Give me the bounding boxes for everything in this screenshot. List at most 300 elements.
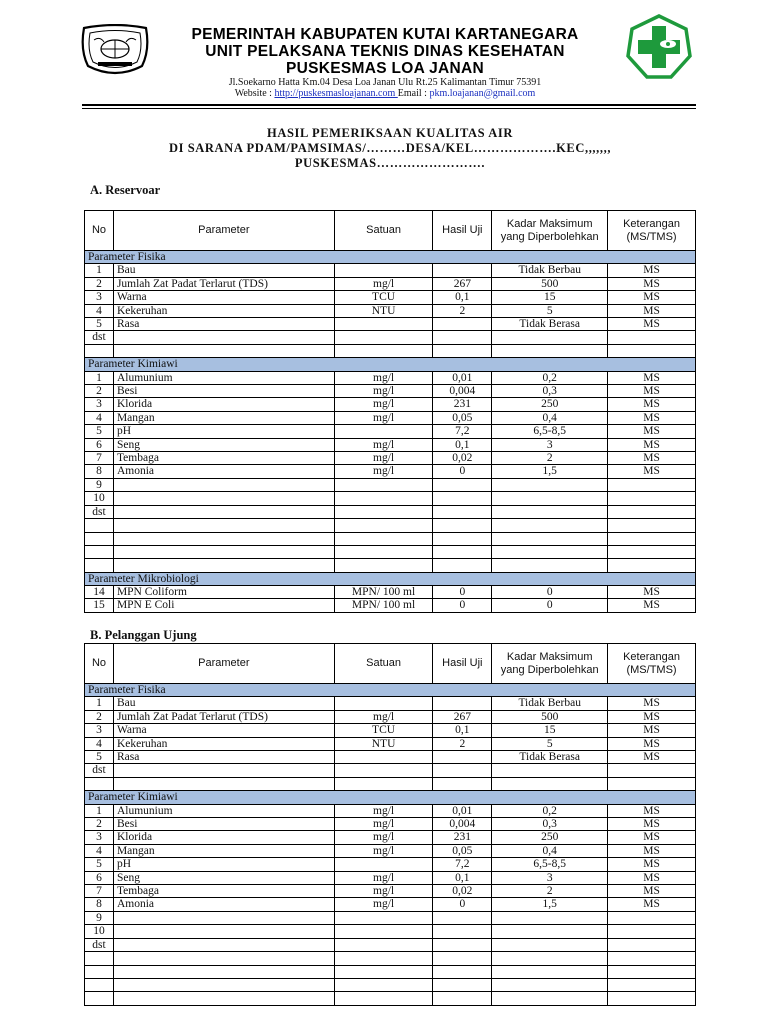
table-row [85,505,696,518]
cell-no: 8 [85,898,114,911]
table-row [85,599,696,612]
cell-keterangan [608,992,696,1005]
table-row [85,818,696,831]
cell-satuan [334,858,433,871]
cell-keterangan: MS [608,885,696,898]
table-row [85,318,696,331]
cell-hasil: 0,1 [433,871,492,884]
table-row [85,519,696,532]
cell-no: 1 [85,371,114,384]
table-row [85,710,696,723]
table-row [85,411,696,424]
cell-keterangan: MS [608,291,696,304]
table-row [85,992,696,1005]
table-row [85,398,696,411]
table-row [85,764,696,777]
cell-satuan: MPN/ 100 ml [334,586,433,599]
cell-hasil: 0,01 [433,804,492,817]
cell-satuan [334,519,433,532]
cell-hasil [433,519,492,532]
cell-kadar: 500 [492,710,608,723]
cell-parameter: Mangan [113,411,334,424]
cell-hasil: 231 [433,831,492,844]
cell-satuan [334,992,433,1005]
cell-satuan [334,559,433,572]
cell-satuan: NTU [334,304,433,317]
cell-hasil: 0 [433,599,492,612]
cell-keterangan: MS [608,858,696,871]
cell-hasil: 0,05 [433,411,492,424]
cell-no: 4 [85,411,114,424]
cell-parameter: Rasa [113,751,334,764]
cell-no: 7 [85,452,114,465]
cell-hasil: 0 [433,586,492,599]
parameter-group-label: Parameter Fisika [85,684,696,697]
cell-parameter: Kekeruhan [113,304,334,317]
cell-hasil [433,911,492,924]
cell-no: 5 [85,858,114,871]
table-row [85,858,696,871]
cell-satuan: mg/l [334,831,433,844]
cell-hasil [433,697,492,710]
parameter-group-row [85,358,696,371]
cell-kadar [492,764,608,777]
cell-keterangan: MS [608,737,696,750]
cell-keterangan: MS [608,831,696,844]
cell-satuan: mg/l [334,277,433,290]
cell-keterangan: MS [608,264,696,277]
cell-parameter: MPN Coliform [113,586,334,599]
table-row [85,804,696,817]
cell-hasil: 231 [433,398,492,411]
table-row [85,331,696,344]
cell-satuan: mg/l [334,465,433,478]
parameter-group-label: Parameter Kimiawi [85,791,696,804]
cell-kadar: 5 [492,304,608,317]
cell-parameter [113,505,334,518]
cell-keterangan: MS [608,818,696,831]
cell-keterangan [608,952,696,965]
cell-satuan [334,545,433,558]
cell-satuan: mg/l [334,452,433,465]
table-row [85,452,696,465]
cell-parameter: Warna [113,291,334,304]
cell-keterangan [608,925,696,938]
cell-kadar: 2 [492,452,608,465]
cell-keterangan: MS [608,724,696,737]
cell-satuan [334,764,433,777]
doc-title-puskesmas: PUSKESMAS……………………. [294,156,486,170]
cell-parameter: Amonia [113,465,334,478]
table-row [85,871,696,884]
cell-parameter: Besi [113,818,334,831]
cell-hasil [433,925,492,938]
table-row [85,938,696,951]
cell-no: 3 [85,724,114,737]
cell-parameter [113,519,334,532]
cell-no: 4 [85,737,114,750]
table-row [85,697,696,710]
cell-parameter: Besi [113,385,334,398]
cell-kadar: 250 [492,831,608,844]
cell-satuan: mg/l [334,710,433,723]
table-row [85,264,696,277]
table-row [85,304,696,317]
column-header-ket: Keterangan (MS/TMS) [608,211,696,251]
table-row [85,978,696,991]
cell-parameter [113,344,334,357]
cell-keterangan: MS [608,710,696,723]
cell-parameter [113,478,334,491]
cell-satuan: mg/l [334,398,433,411]
cell-no [85,545,114,558]
cell-kadar [492,965,608,978]
cell-kadar [492,952,608,965]
letterhead [0,0,768,110]
cell-satuan [334,965,433,978]
cell-kadar [492,545,608,558]
cell-hasil: 267 [433,277,492,290]
cell-no: 1 [85,804,114,817]
parameter-group-row [85,684,696,697]
doc-title: HASIL PEMERIKSAAN KUALITAS AIR [267,126,513,140]
column-header-no: No [85,644,114,684]
column-header-satuan: Satuan [334,211,433,251]
pelanggan-ujung-table [84,643,696,1006]
cell-kadar: 15 [492,291,608,304]
cell-no [85,952,114,965]
cell-keterangan [608,532,696,545]
cell-parameter: Tembaga [113,452,334,465]
table-row [85,425,696,438]
cell-kadar [492,519,608,532]
cell-parameter: Tembaga [113,885,334,898]
cell-parameter: Klorida [113,398,334,411]
cell-keterangan [608,911,696,924]
letterhead-rule-thin [82,108,696,109]
email-label: Email : [397,88,430,99]
table-row [85,965,696,978]
table-row [85,277,696,290]
cell-keterangan: MS [608,898,696,911]
cell-no: 2 [85,818,114,831]
table-row [85,385,696,398]
cell-parameter: Klorida [113,831,334,844]
column-header-parameter: Parameter [113,644,334,684]
cell-parameter: Jumlah Zat Padat Terlarut (TDS) [113,277,334,290]
cell-hasil [433,532,492,545]
cell-satuan: mg/l [334,804,433,817]
cell-hasil: 0,02 [433,885,492,898]
cell-kadar [492,925,608,938]
cell-no: 3 [85,291,114,304]
cell-keterangan [608,777,696,790]
cell-no: 4 [85,844,114,857]
cell-hasil [433,777,492,790]
cell-kadar [492,992,608,1005]
column-header-ket: Keterangan (MS/TMS) [608,644,696,684]
section-a-heading: A. Reservoar [90,183,161,197]
cell-satuan [334,264,433,277]
section-b-heading: B. Pelanggan Ujung [90,628,197,642]
column-header-hasil: Hasil Uji [433,644,492,684]
cell-kadar: Tidak Berasa [492,751,608,764]
letterhead-rule-thick [82,104,696,106]
cell-keterangan [608,965,696,978]
cell-hasil [433,264,492,277]
cell-kadar: 1,5 [492,898,608,911]
cell-no: 6 [85,871,114,884]
reservoar-table [84,210,696,613]
cell-satuan [334,331,433,344]
cell-hasil: 0,05 [433,844,492,857]
cell-no [85,532,114,545]
cell-hasil: 2 [433,304,492,317]
cell-no: dst [85,505,114,518]
cell-keterangan: MS [608,411,696,424]
cell-kadar: 3 [492,438,608,451]
cell-no: 7 [85,885,114,898]
cell-parameter [113,965,334,978]
table-row [85,737,696,750]
letterhead-contact [150,88,620,99]
cell-satuan [334,492,433,505]
table-row [85,532,696,545]
cell-kadar [492,505,608,518]
cell-parameter [113,978,334,991]
cell-satuan: mg/l [334,871,433,884]
cell-parameter: Kekeruhan [113,737,334,750]
parameter-group-row [85,251,696,264]
cell-kadar: 6,5-8,5 [492,858,608,871]
cell-parameter [113,925,334,938]
cell-no: 5 [85,751,114,764]
cell-satuan: mg/l [334,885,433,898]
cell-keterangan: MS [608,398,696,411]
cell-no: 9 [85,911,114,924]
cell-parameter [113,777,334,790]
cell-hasil [433,492,492,505]
cell-satuan [334,938,433,951]
cell-hasil: 0,004 [433,385,492,398]
cell-kadar: 0,2 [492,371,608,384]
table-row [85,898,696,911]
letterhead-puskesmas: PUSKESMAS LOA JANAN [285,60,485,77]
cell-satuan [334,697,433,710]
cell-keterangan: MS [608,586,696,599]
cell-hasil [433,751,492,764]
cell-parameter [113,911,334,924]
cell-hasil: 267 [433,710,492,723]
cell-hasil: 2 [433,737,492,750]
cell-no: 5 [85,318,114,331]
cell-parameter [113,331,334,344]
cell-parameter [113,992,334,1005]
cell-hasil [433,992,492,1005]
cell-no: 14 [85,586,114,599]
cell-keterangan: MS [608,452,696,465]
table-row [85,751,696,764]
cell-kadar: 3 [492,871,608,884]
cell-hasil [433,505,492,518]
parameter-group-label: Parameter Fisika [85,251,696,264]
cell-keterangan: MS [608,304,696,317]
cell-hasil: 0,1 [433,291,492,304]
cell-kadar: Tidak Berasa [492,318,608,331]
cell-kadar [492,938,608,951]
cell-kadar [492,911,608,924]
kutai-kartanegara-emblem-icon [80,24,150,76]
parameter-group-label: Parameter Kimiawi [85,358,696,371]
cell-keterangan [608,478,696,491]
puskesmas-logo-icon [626,14,692,80]
letterhead-address: Jl.Soekarno Hatta Km.04 Desa Loa Janan Ulu Rt.25 Kalimantan Timur 75391 [228,77,542,88]
column-header-kadar: Kadar Maksimum yang Diperbolehkan [492,644,608,684]
cell-kadar [492,777,608,790]
cell-no: 2 [85,277,114,290]
cell-hasil [433,764,492,777]
cell-keterangan: MS [608,385,696,398]
cell-keterangan [608,978,696,991]
cell-keterangan [608,505,696,518]
cell-parameter [113,532,334,545]
cell-satuan: mg/l [334,385,433,398]
table-row [85,545,696,558]
cell-hasil: 7,2 [433,425,492,438]
cell-hasil: 0,004 [433,818,492,831]
cell-no: 3 [85,398,114,411]
cell-kadar: 0,2 [492,804,608,817]
table-header-row [85,644,696,684]
cell-kadar: Tidak Berbau [492,697,608,710]
cell-kadar: 0 [492,586,608,599]
table-row [85,291,696,304]
column-header-kadar: Kadar Maksimum yang Diperbolehkan [492,211,608,251]
table-row [85,911,696,924]
cell-hasil [433,331,492,344]
cell-kadar: 0,3 [492,818,608,831]
cell-keterangan [608,331,696,344]
website-label: Website : [234,88,275,99]
cell-hasil: 0,1 [433,724,492,737]
cell-satuan: mg/l [334,371,433,384]
cell-parameter: pH [113,425,334,438]
cell-satuan: MPN/ 100 ml [334,599,433,612]
cell-hasil: 7,2 [433,858,492,871]
cell-kadar: 1,5 [492,465,608,478]
cell-kadar: Tidak Berbau [492,264,608,277]
cell-parameter: Seng [113,438,334,451]
cell-kadar: 6,5-8,5 [492,425,608,438]
parameter-group-row [85,572,696,585]
cell-no: 6 [85,438,114,451]
cell-satuan: TCU [334,291,433,304]
cell-satuan [334,751,433,764]
cell-no [85,978,114,991]
cell-keterangan: MS [608,871,696,884]
cell-kadar [492,344,608,357]
website-link[interactable]: http://puskesmasloajanan.com [274,88,398,99]
cell-no: 10 [85,925,114,938]
table-row [85,925,696,938]
cell-parameter: Seng [113,871,334,884]
cell-satuan [334,952,433,965]
cell-hasil: 0,1 [433,438,492,451]
cell-keterangan [608,764,696,777]
cell-no: dst [85,938,114,951]
cell-kadar [492,492,608,505]
table-row [85,438,696,451]
cell-satuan [334,532,433,545]
cell-keterangan [608,545,696,558]
cell-hasil [433,545,492,558]
cell-no: 2 [85,385,114,398]
cell-satuan: mg/l [334,438,433,451]
table-row [85,344,696,357]
table-row [85,777,696,790]
cell-satuan: mg/l [334,411,433,424]
column-header-no: No [85,211,114,251]
email-link[interactable]: pkm.loajanan@gmail.com [429,88,536,99]
table-row [85,371,696,384]
cell-parameter: Amonia [113,898,334,911]
cell-no [85,992,114,1005]
column-header-hasil: Hasil Uji [433,211,492,251]
table-header-row [85,211,696,251]
cell-kadar: 500 [492,277,608,290]
cell-kadar: 0,4 [492,411,608,424]
cell-kadar: 2 [492,885,608,898]
cell-kadar [492,331,608,344]
cell-no: 5 [85,425,114,438]
cell-no: 1 [85,264,114,277]
table-row [85,492,696,505]
cell-parameter [113,492,334,505]
letterhead-unit: UNIT PELAKSANA TEKNIS DINAS KESEHATAN [205,43,565,60]
cell-hasil [433,965,492,978]
cell-parameter [113,764,334,777]
cell-parameter: Mangan [113,844,334,857]
cell-satuan: TCU [334,724,433,737]
cell-keterangan: MS [608,277,696,290]
cell-satuan: mg/l [334,898,433,911]
cell-hasil [433,478,492,491]
cell-parameter: Bau [113,264,334,277]
cell-no: 10 [85,492,114,505]
cell-satuan [334,478,433,491]
cell-no [85,344,114,357]
cell-satuan [334,505,433,518]
cell-kadar [492,532,608,545]
cell-kadar: 250 [492,398,608,411]
cell-no: 9 [85,478,114,491]
cell-no [85,777,114,790]
cell-keterangan: MS [608,844,696,857]
table-row [85,586,696,599]
cell-satuan [334,925,433,938]
cell-kadar: 15 [492,724,608,737]
cell-keterangan: MS [608,465,696,478]
cell-hasil: 0 [433,465,492,478]
cell-keterangan: MS [608,697,696,710]
cell-keterangan [608,519,696,532]
cell-no: dst [85,764,114,777]
cell-hasil: 0,02 [433,452,492,465]
cell-no: dst [85,331,114,344]
cell-satuan [334,425,433,438]
cell-hasil [433,344,492,357]
cell-no: 15 [85,599,114,612]
